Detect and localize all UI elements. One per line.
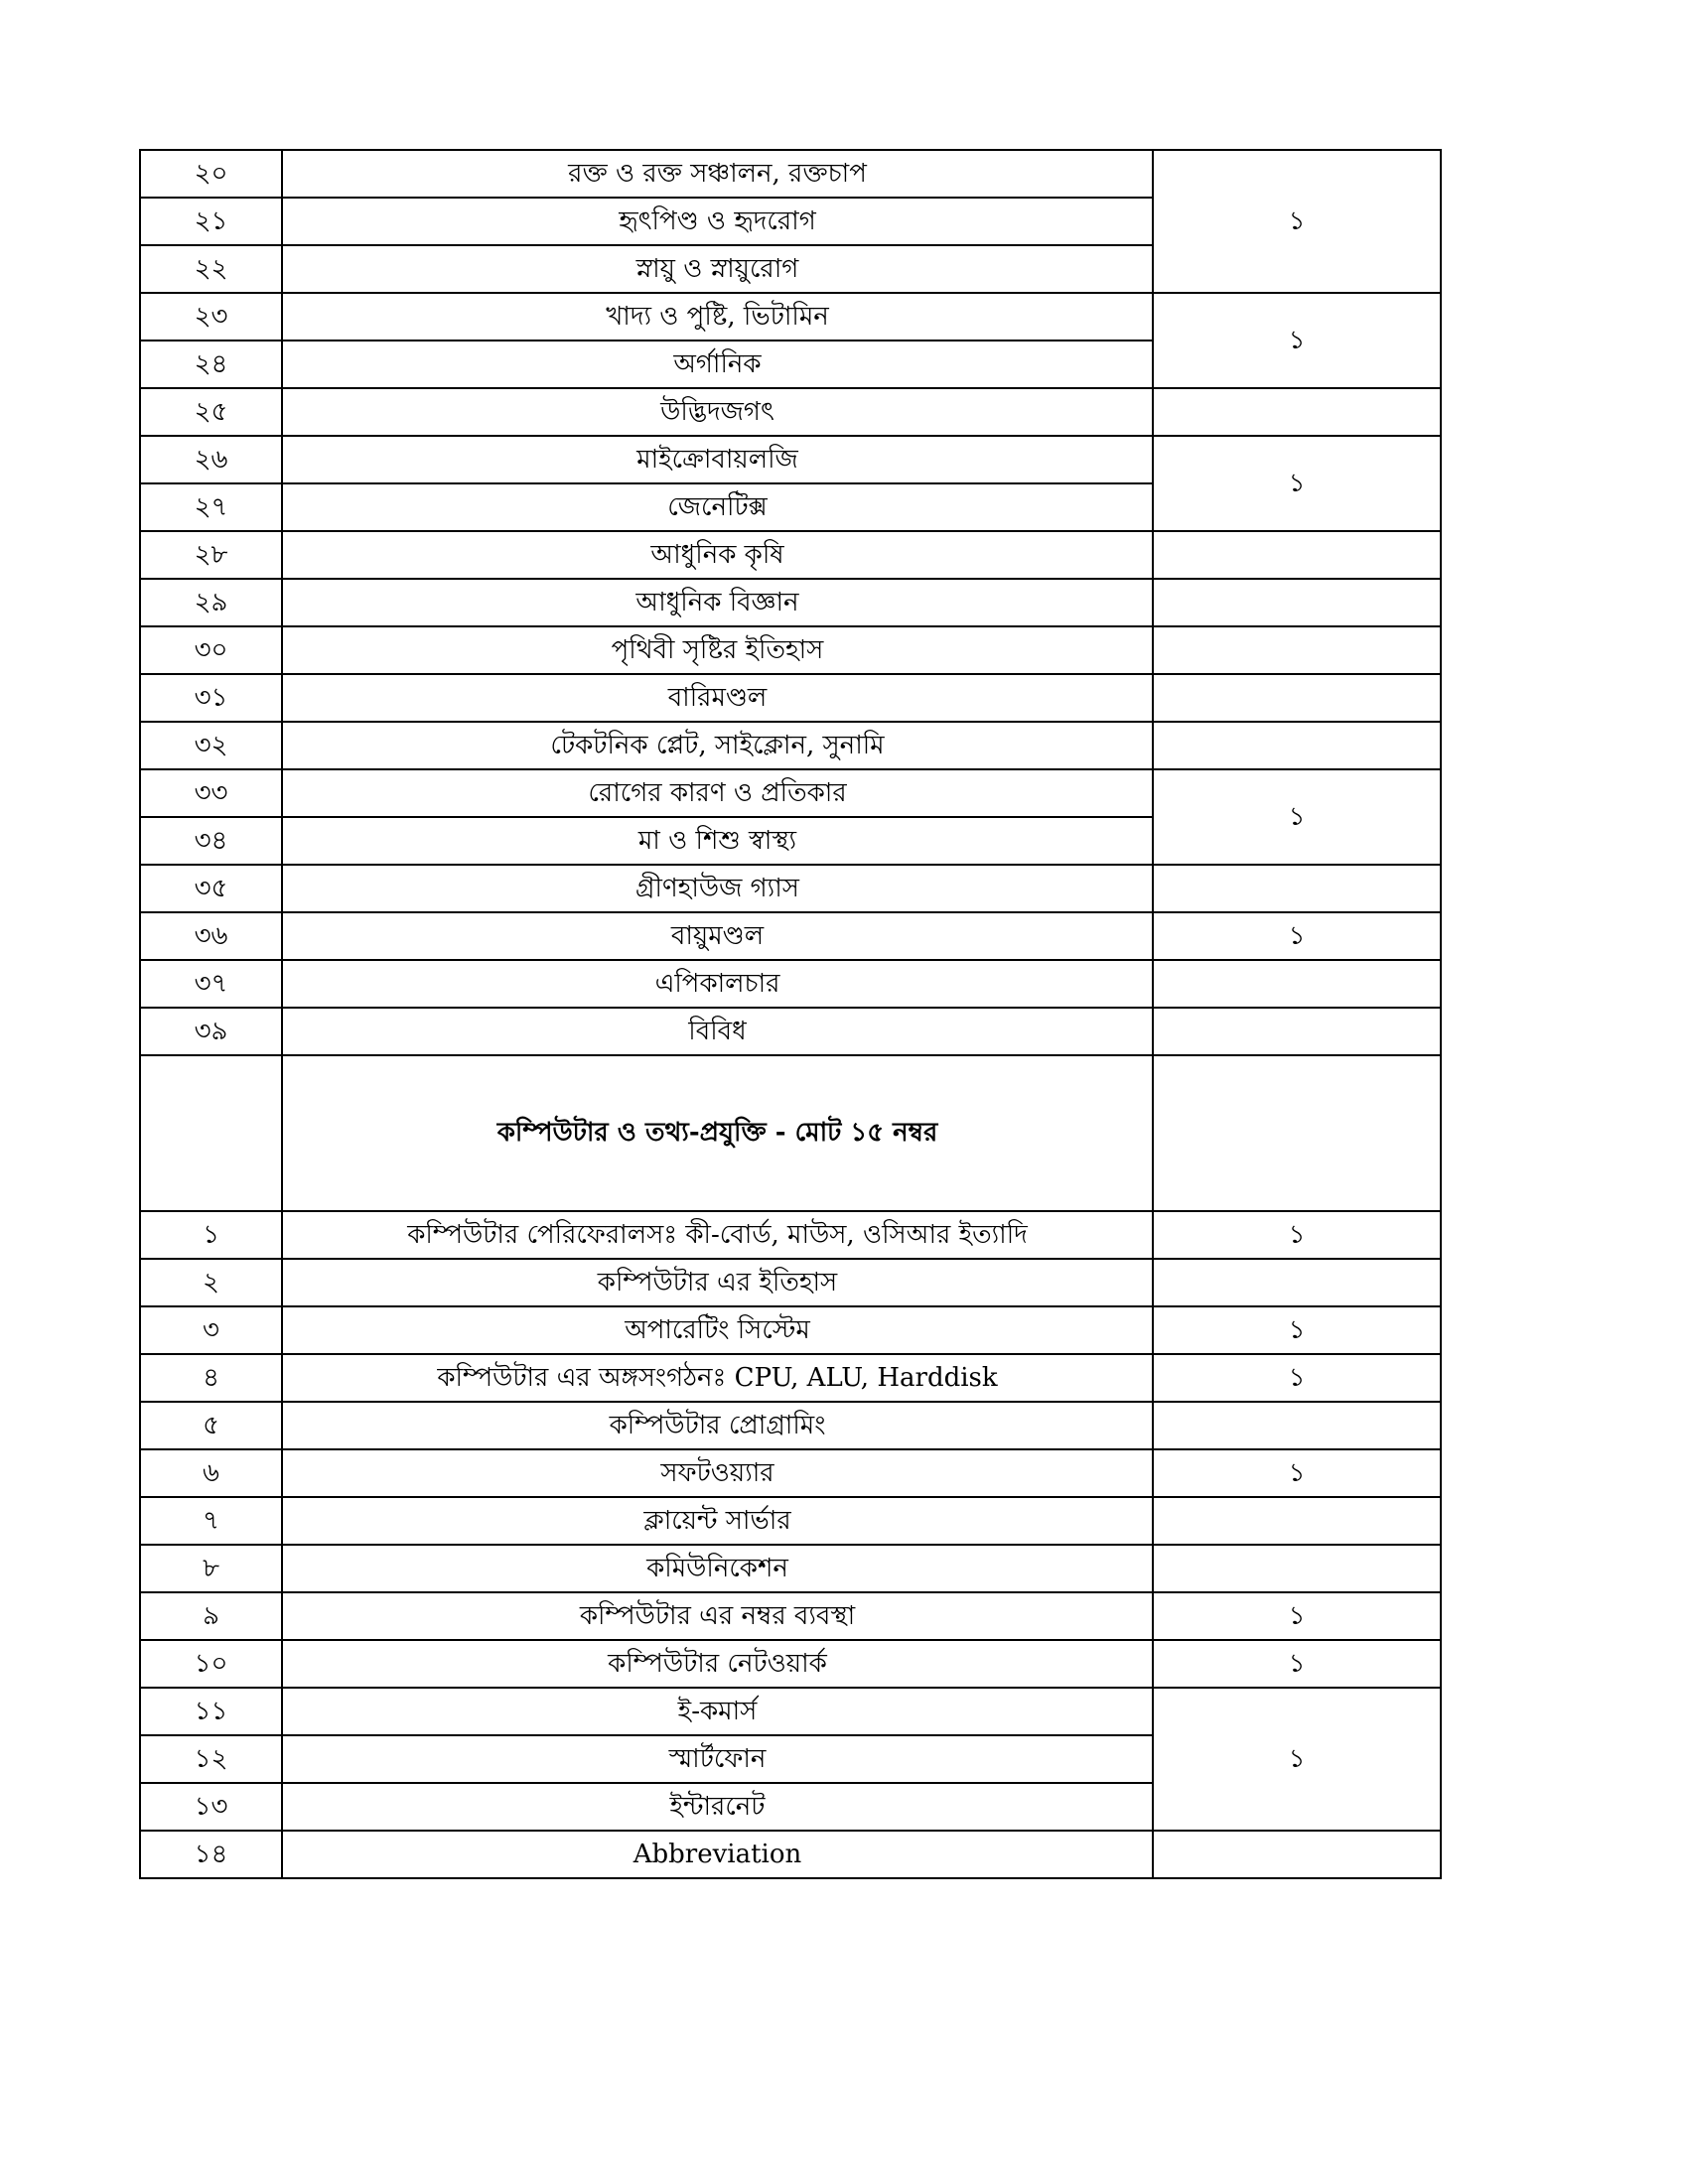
topic-name: Abbreviation <box>282 1831 1153 1878</box>
table-row <box>140 150 1441 198</box>
table-row <box>140 531 1441 579</box>
section-mark-cell <box>1153 1055 1441 1211</box>
table-row <box>140 674 1441 722</box>
topic-name: স্মার্টফোন <box>282 1735 1153 1783</box>
mark-cell: ১ <box>1153 1640 1441 1688</box>
row-number: ২৪ <box>140 341 282 388</box>
table-row <box>140 1688 1441 1735</box>
table-row <box>140 912 1441 960</box>
row-number: ৩৫ <box>140 865 282 912</box>
row-number: ২৫ <box>140 388 282 436</box>
mark-cell <box>1153 531 1441 579</box>
row-number: ৫ <box>140 1402 282 1449</box>
topic-name: মা ও শিশু স্বাস্থ্য <box>282 817 1153 865</box>
topic-name: বারিমণ্ডল <box>282 674 1153 722</box>
row-number: ৩৭ <box>140 960 282 1008</box>
row-number: ২৯ <box>140 579 282 626</box>
row-number: ৪ <box>140 1354 282 1402</box>
table-row <box>140 1259 1441 1306</box>
mark-cell <box>1153 1259 1441 1306</box>
row-number: ৩১ <box>140 674 282 722</box>
mark-cell: ১ <box>1153 436 1441 531</box>
table-row <box>140 1306 1441 1354</box>
row-number: ৯ <box>140 1592 282 1640</box>
syllabus-table <box>139 149 1442 1879</box>
mark-cell <box>1153 865 1441 912</box>
row-number: ২০ <box>140 150 282 198</box>
topic-name: ক্লায়েন্ট সার্ভার <box>282 1497 1153 1545</box>
row-number: ৩৬ <box>140 912 282 960</box>
topic-name: রক্ত ও রক্ত সঞ্চালন, রক্তচাপ <box>282 150 1153 198</box>
mark-cell <box>1153 626 1441 674</box>
mark-cell <box>1153 1497 1441 1545</box>
topic-name: অর্গানিক <box>282 341 1153 388</box>
topic-name: হৃৎপিণ্ড ও হৃদরোগ <box>282 198 1153 245</box>
topic-name: আধুনিক কৃষি <box>282 531 1153 579</box>
table-row <box>140 1449 1441 1497</box>
section-header-body <box>140 1055 1441 1211</box>
section-title: কম্পিউটার ও তথ্য-প্রযুক্তি - মোট ১৫ নম্বর <box>282 1055 1153 1211</box>
row-number: ৭ <box>140 1497 282 1545</box>
topic-name: ইন্টারনেট <box>282 1783 1153 1831</box>
topic-name: কম্পিউটার এর অঙ্গসংগঠনঃ CPU, ALU, Harddisk <box>282 1354 1153 1402</box>
row-number: ৩০ <box>140 626 282 674</box>
topic-name: খাদ্য ও পুষ্টি, ভিটামিন <box>282 293 1153 341</box>
mark-cell <box>1153 388 1441 436</box>
table-row <box>140 1497 1441 1545</box>
table-row <box>140 769 1441 817</box>
topic-name: অপারেটিং সিস্টেম <box>282 1306 1153 1354</box>
table-row <box>140 579 1441 626</box>
topic-name: কম্পিউটার পেরিফেরালসঃ কী-বোর্ড, মাউস, ওসিআর ইত্যাদি <box>282 1211 1153 1259</box>
topic-name: কম্পিউটার নেটওয়ার্ক <box>282 1640 1153 1688</box>
topic-name: টেকটনিক প্লেট, সাইক্লোন, সুনামি <box>282 722 1153 769</box>
mark-cell: ১ <box>1153 1211 1441 1259</box>
topic-name: মাইক্রোবায়লজি <box>282 436 1153 483</box>
mark-cell <box>1153 1008 1441 1055</box>
mark-cell <box>1153 1545 1441 1592</box>
mark-cell <box>1153 1831 1441 1878</box>
table-row <box>140 388 1441 436</box>
mark-cell: ১ <box>1153 1688 1441 1831</box>
topic-name: স্নায়ু ও স্নায়ুরোগ <box>282 245 1153 293</box>
topic-name: গ্রীণহাউজ গ্যাস <box>282 865 1153 912</box>
section-header-row <box>140 1055 1441 1211</box>
mark-cell: ১ <box>1153 1354 1441 1402</box>
table-row <box>140 436 1441 483</box>
topic-name: উদ্ভিদজগৎ <box>282 388 1153 436</box>
topic-name: আধুনিক বিজ্ঞান <box>282 579 1153 626</box>
mark-cell: ১ <box>1153 1449 1441 1497</box>
table-row <box>140 865 1441 912</box>
table-row <box>140 1545 1441 1592</box>
mark-cell <box>1153 722 1441 769</box>
row-number: ২২ <box>140 245 282 293</box>
mark-cell <box>1153 674 1441 722</box>
computer-topics-body <box>140 1211 1441 1878</box>
topic-name: বিবিধ <box>282 1008 1153 1055</box>
section-num-cell <box>140 1055 282 1211</box>
topic-name: সফটওয়্যার <box>282 1449 1153 1497</box>
mark-cell <box>1153 960 1441 1008</box>
row-number: ১১ <box>140 1688 282 1735</box>
topic-name: জেনেটিক্স <box>282 483 1153 531</box>
topic-name: ই-কমার্স <box>282 1688 1153 1735</box>
mark-cell: ১ <box>1153 150 1441 293</box>
row-number: ২৩ <box>140 293 282 341</box>
row-number: ১৪ <box>140 1831 282 1878</box>
table-row <box>140 1640 1441 1688</box>
table-row <box>140 1592 1441 1640</box>
row-number: ২৭ <box>140 483 282 531</box>
row-number: ১৩ <box>140 1783 282 1831</box>
topic-name: বায়ুমণ্ডল <box>282 912 1153 960</box>
row-number: ৮ <box>140 1545 282 1592</box>
topic-name: পৃথিবী সৃষ্টির ইতিহাস <box>282 626 1153 674</box>
row-number: ৬ <box>140 1449 282 1497</box>
table-row <box>140 626 1441 674</box>
mark-cell <box>1153 579 1441 626</box>
mark-cell: ১ <box>1153 293 1441 388</box>
row-number: ৩৪ <box>140 817 282 865</box>
table-row <box>140 1008 1441 1055</box>
table-row <box>140 1211 1441 1259</box>
topic-name: এপিকালচার <box>282 960 1153 1008</box>
mark-cell: ১ <box>1153 1306 1441 1354</box>
table-row <box>140 293 1441 341</box>
table-row <box>140 1831 1441 1878</box>
mark-cell <box>1153 1402 1441 1449</box>
row-number: ১০ <box>140 1640 282 1688</box>
science-topics-body <box>140 150 1441 1055</box>
row-number: ২৮ <box>140 531 282 579</box>
row-number: ২৬ <box>140 436 282 483</box>
row-number: ৩৯ <box>140 1008 282 1055</box>
topic-name: রোগের কারণ ও প্রতিকার <box>282 769 1153 817</box>
topic-name: কম্পিউটার এর নম্বর ব্যবস্থা <box>282 1592 1153 1640</box>
table-row <box>140 960 1441 1008</box>
row-number: ১২ <box>140 1735 282 1783</box>
row-number: ১ <box>140 1211 282 1259</box>
row-number: ৩ <box>140 1306 282 1354</box>
row-number: ৩২ <box>140 722 282 769</box>
mark-cell: ১ <box>1153 912 1441 960</box>
row-number: ৩৩ <box>140 769 282 817</box>
mark-cell: ১ <box>1153 769 1441 865</box>
topic-name: কমিউনিকেশন <box>282 1545 1153 1592</box>
table-row <box>140 722 1441 769</box>
mark-cell: ১ <box>1153 1592 1441 1640</box>
topic-name: কম্পিউটার প্রোগ্রামিং <box>282 1402 1153 1449</box>
table-row <box>140 1354 1441 1402</box>
row-number: ২১ <box>140 198 282 245</box>
table-row <box>140 1402 1441 1449</box>
topic-name: কম্পিউটার এর ইতিহাস <box>282 1259 1153 1306</box>
row-number: ২ <box>140 1259 282 1306</box>
